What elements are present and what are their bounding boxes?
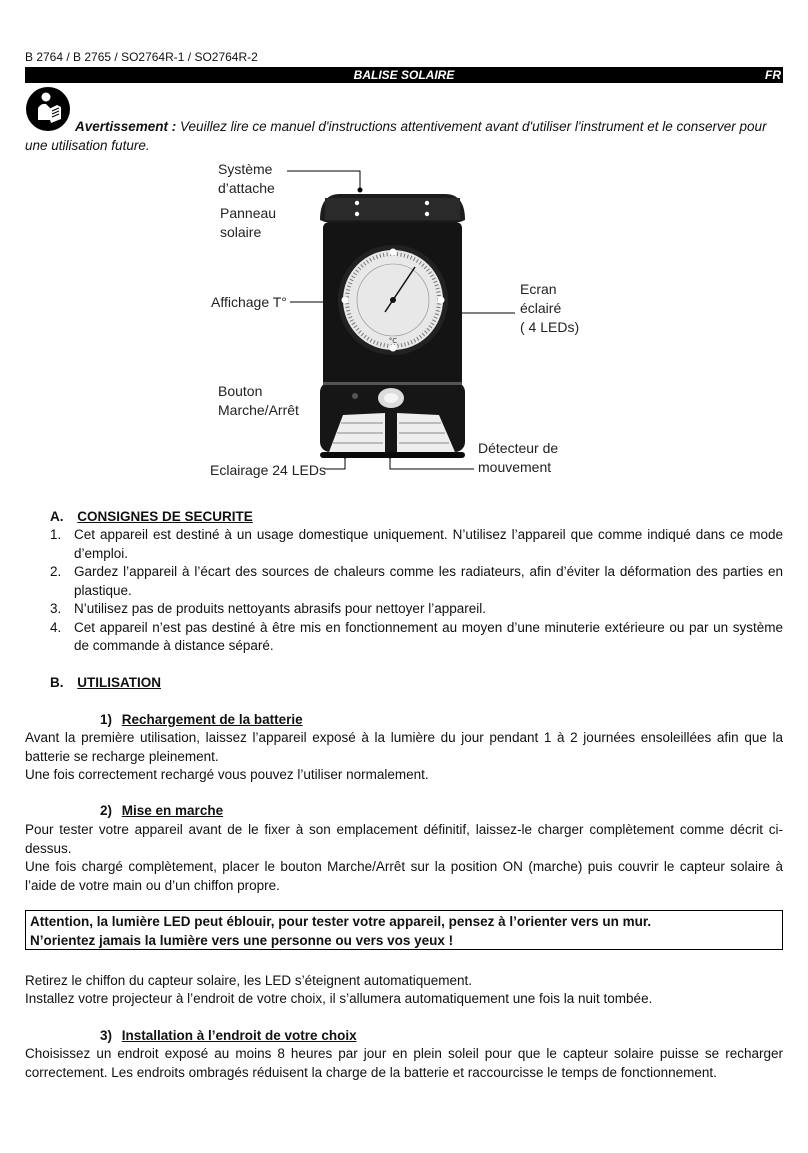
sub1-paragraph-2: Une fois correctement rechargé vous pouvez l’utiliser normalement. <box>25 767 429 782</box>
dial-unit: °C <box>388 337 398 345</box>
list-item: 4. Cet appareil n’est pas destiné à être mis en fonctionnement au moyen d’une minuterie extérieure ou par un système de commande à distance séparé. <box>50 619 783 653</box>
label-detecteur: Détecteur de mouvement <box>478 440 559 475</box>
after-paragraph-2: Installez votre projecteur à l’endroit de votre choix, il s’allumera automatiquement une fois la nuit tombée. <box>25 991 653 1006</box>
sub3-paragraph-1: Choisissez un endroit exposé au moins 8 heures par jour en plein soleil pour que le capteur solaire puisse se recharger correctement. Les endroits ombragés réduisent la charge de la batterie et raccourcisse le temps de fonctionnement. <box>25 1046 783 1080</box>
section-b-heading: B. UTILISATION <box>50 675 162 690</box>
label-bouton: Bouton Marche/Arrêt <box>218 383 299 418</box>
led-warning-box: Attention, la lumière LED peut éblouir, pour tester votre appareil, pensez à l’orienter vers un mur. N’orientez jamais la lumière vers une personne ou vers vos yeux ! <box>25 910 783 950</box>
label-ecran: Ecran éclairé ( 4 LEDs) <box>520 281 580 335</box>
after-paragraph-1: Retirez le chiffon du capteur solaire, les LED s’éteignent automatiquement. <box>25 973 473 988</box>
sub1-paragraph-1: Avant la première utilisation, laissez l’appareil exposé à la lumière du jour pendant 1 à 2 journées ensoleillées afin que la batterie se recharge pleinement. <box>25 730 783 764</box>
safety-list <box>50 526 783 656</box>
label-affichage: Affichage T° <box>211 294 287 310</box>
list-item: 2. Gardez l’appareil à l’écart des sources de chaleurs comme les radiateurs, afin d’éviter la déformation des parties en plastique. <box>50 564 783 598</box>
subsection-3-heading: 3) Installation à l’endroit de votre choix <box>100 1028 357 1043</box>
solar-beacon-illustration <box>315 190 470 460</box>
document-title: BALISE SOLAIRE <box>353 68 455 82</box>
language-code: FR <box>765 68 781 82</box>
warning-text: Veuillez lire ce manuel d'instructions attentivement avant d'utiliser l'instrument et le conserver pour une utilisation future. <box>25 119 767 153</box>
subsection-2-heading: 2) Mise en marche <box>100 803 224 818</box>
label-eclairage: Eclairage 24 LEDs <box>210 462 326 478</box>
section-a-heading: A. CONSIGNES DE SECURITE <box>50 509 253 524</box>
warning-label: Avertissement : <box>75 119 177 134</box>
list-item: 1. Cet appareil est destiné à un usage domestique uniquement. N’utilisez l’appareil que comme indiqué dans ce mode d’emploi. <box>50 527 783 561</box>
document-reference: B 2764 / B 2765 / SO2764R-1 / SO2764R-2 <box>25 50 258 64</box>
label-attache: Système d’attache <box>218 161 275 196</box>
sub2-paragraph-1: Pour tester votre appareil avant de le fixer à son emplacement définitif, laissez-le charger complètement comme décrit ci-dessus. <box>25 822 783 856</box>
list-item: 3. N’utilisez pas de produits nettoyants abrasifs pour nettoyer l’appareil. <box>50 601 486 616</box>
subsection-1-heading: 1) Rechargement de la batterie <box>100 712 303 727</box>
sub2-paragraph-2: Une fois chargé complètement, placer le bouton Marche/Arrêt sur la position ON (marche) puis couvrir le capteur solaire à l’aide de votre main ou d’un chiffon propre. <box>25 859 783 893</box>
label-panneau: Panneau solaire <box>220 205 277 240</box>
